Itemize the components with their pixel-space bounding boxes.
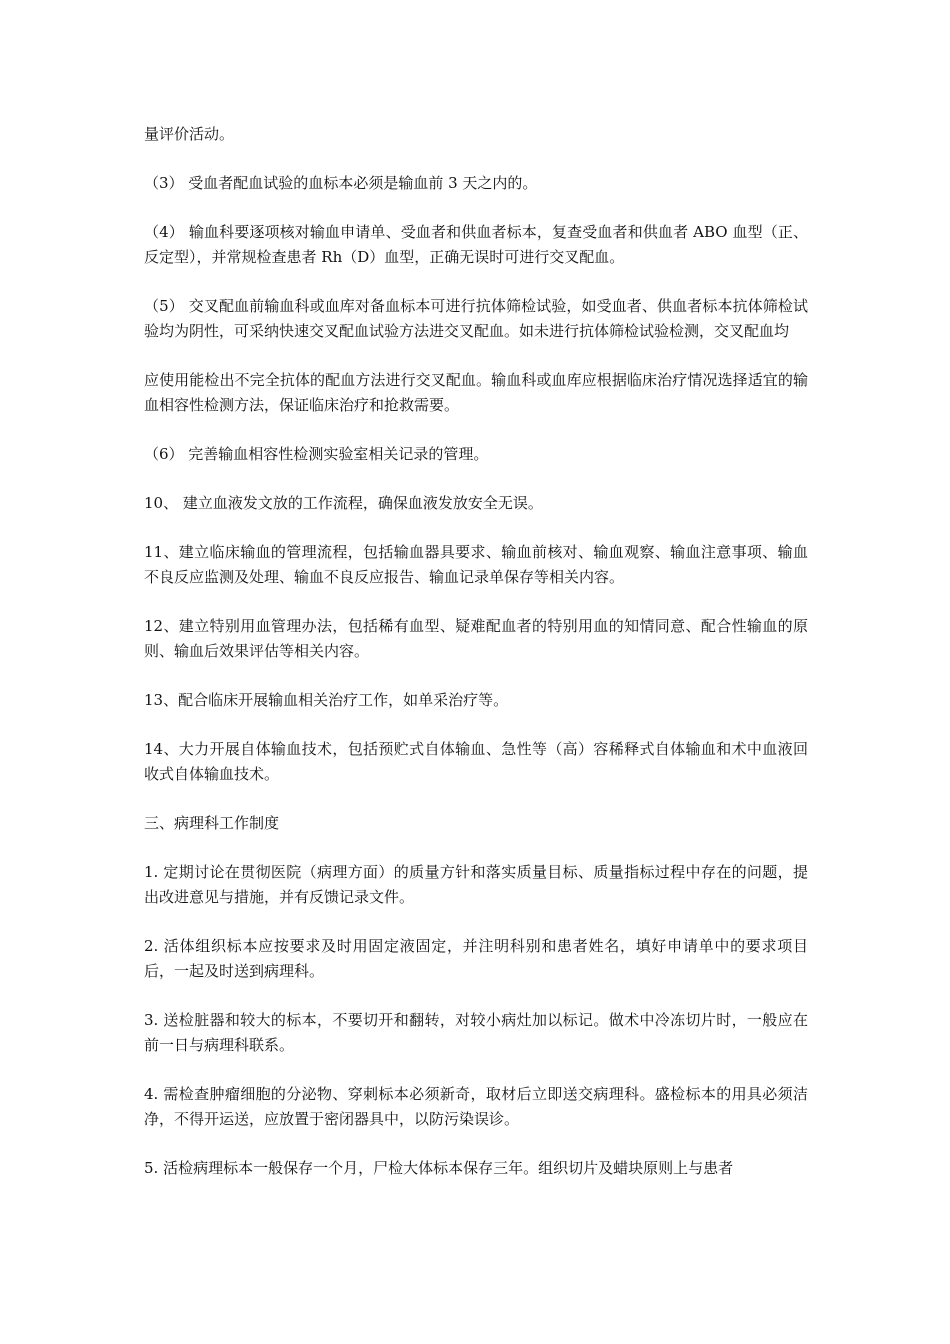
paragraph: 12、建立特别用血管理办法，包括稀有血型、疑难配血者的特别用血的知情同意、配合性输血的原则、输血后效果评估等相关内容。 — [144, 617, 808, 660]
paragraph: 应使用能检出不完全抗体的配血方法进行交叉配血。输血科或血库应根据临床治疗情况选择适宜的输血相容性检测方法，保证临床治疗和抢救需要。 — [144, 371, 808, 414]
paragraph: 14、大力开展自体输血技术，包括预贮式自体输血、急性等（高）容稀释式自体输血和术中血液回收式自体输血技术。 — [144, 740, 808, 783]
paragraph: 量评价活动。 — [144, 125, 235, 143]
paragraph: 11、建立临床输血的管理流程，包括输血器具要求、输血前核对、输血观察、输血注意事项、输血不良反应监测及处理、输血不良反应报告、输血记录单保存等相关内容。 — [144, 543, 808, 586]
paragraph: 10、 建立血液发文放的工作流程，确保血液发放安全无误。 — [144, 494, 543, 512]
paragraph: 5. 活检病理标本一般保存一个月，尸检大体标本保存三年。组织切片及蜡块原则上与患者 — [144, 1159, 734, 1177]
paragraph: （6） 完善输血相容性检测实验室相关记录的管理。 — [144, 445, 489, 463]
paragraph: （3） 受血者配血试验的血标本必须是输血前 3 天之内的。 — [144, 174, 538, 192]
paragraph: 4. 需检查肿瘤细胞的分泌物、穿刺标本必须新奇，取材后立即送交病理科。盛检标本的用具必须洁净，不得开运送，应放置于密闭器具中，以防污染误诊。 — [144, 1085, 808, 1128]
document-body — [144, 122, 808, 1205]
paragraph: 13、配合临床开展输血相关治疗工作，如单采治疗等。 — [144, 691, 509, 709]
paragraph: （4） 输血科要逐项核对输血申请单、受血者和供血者标本，复查受血者和供血者 ABO 血型（正、反定型），并常规检查患者 Rh（D）血型，正确无误时可进行交叉配血。 — [144, 223, 808, 266]
paragraph: 3. 送检脏器和较大的标本，不要切开和翻转，对较小病灶加以标记。做术中冷冻切片时，一般应在前一日与病理科联系。 — [144, 1011, 808, 1054]
section-heading: 三、病理科工作制度 — [144, 814, 280, 832]
paragraph: 1. 定期讨论在贯彻医院（病理方面）的质量方针和落实质量目标、质量指标过程中存在的问题，提出改进意见与措施，并有反馈记录文件。 — [144, 863, 808, 906]
paragraph: 2. 活体组织标本应按要求及时用固定液固定，并注明科别和患者姓名，填好申请单中的要求项目后，一起及时送到病理科。 — [144, 937, 808, 980]
paragraph: （5） 交叉配血前输血科或血库对备血标本可进行抗体筛检试验，如受血者、供血者标本抗体筛检试验均为阴性，可采纳快速交叉配血试验方法进交叉配血。如未进行抗体筛检试验检测，交叉配血均 — [144, 297, 808, 340]
